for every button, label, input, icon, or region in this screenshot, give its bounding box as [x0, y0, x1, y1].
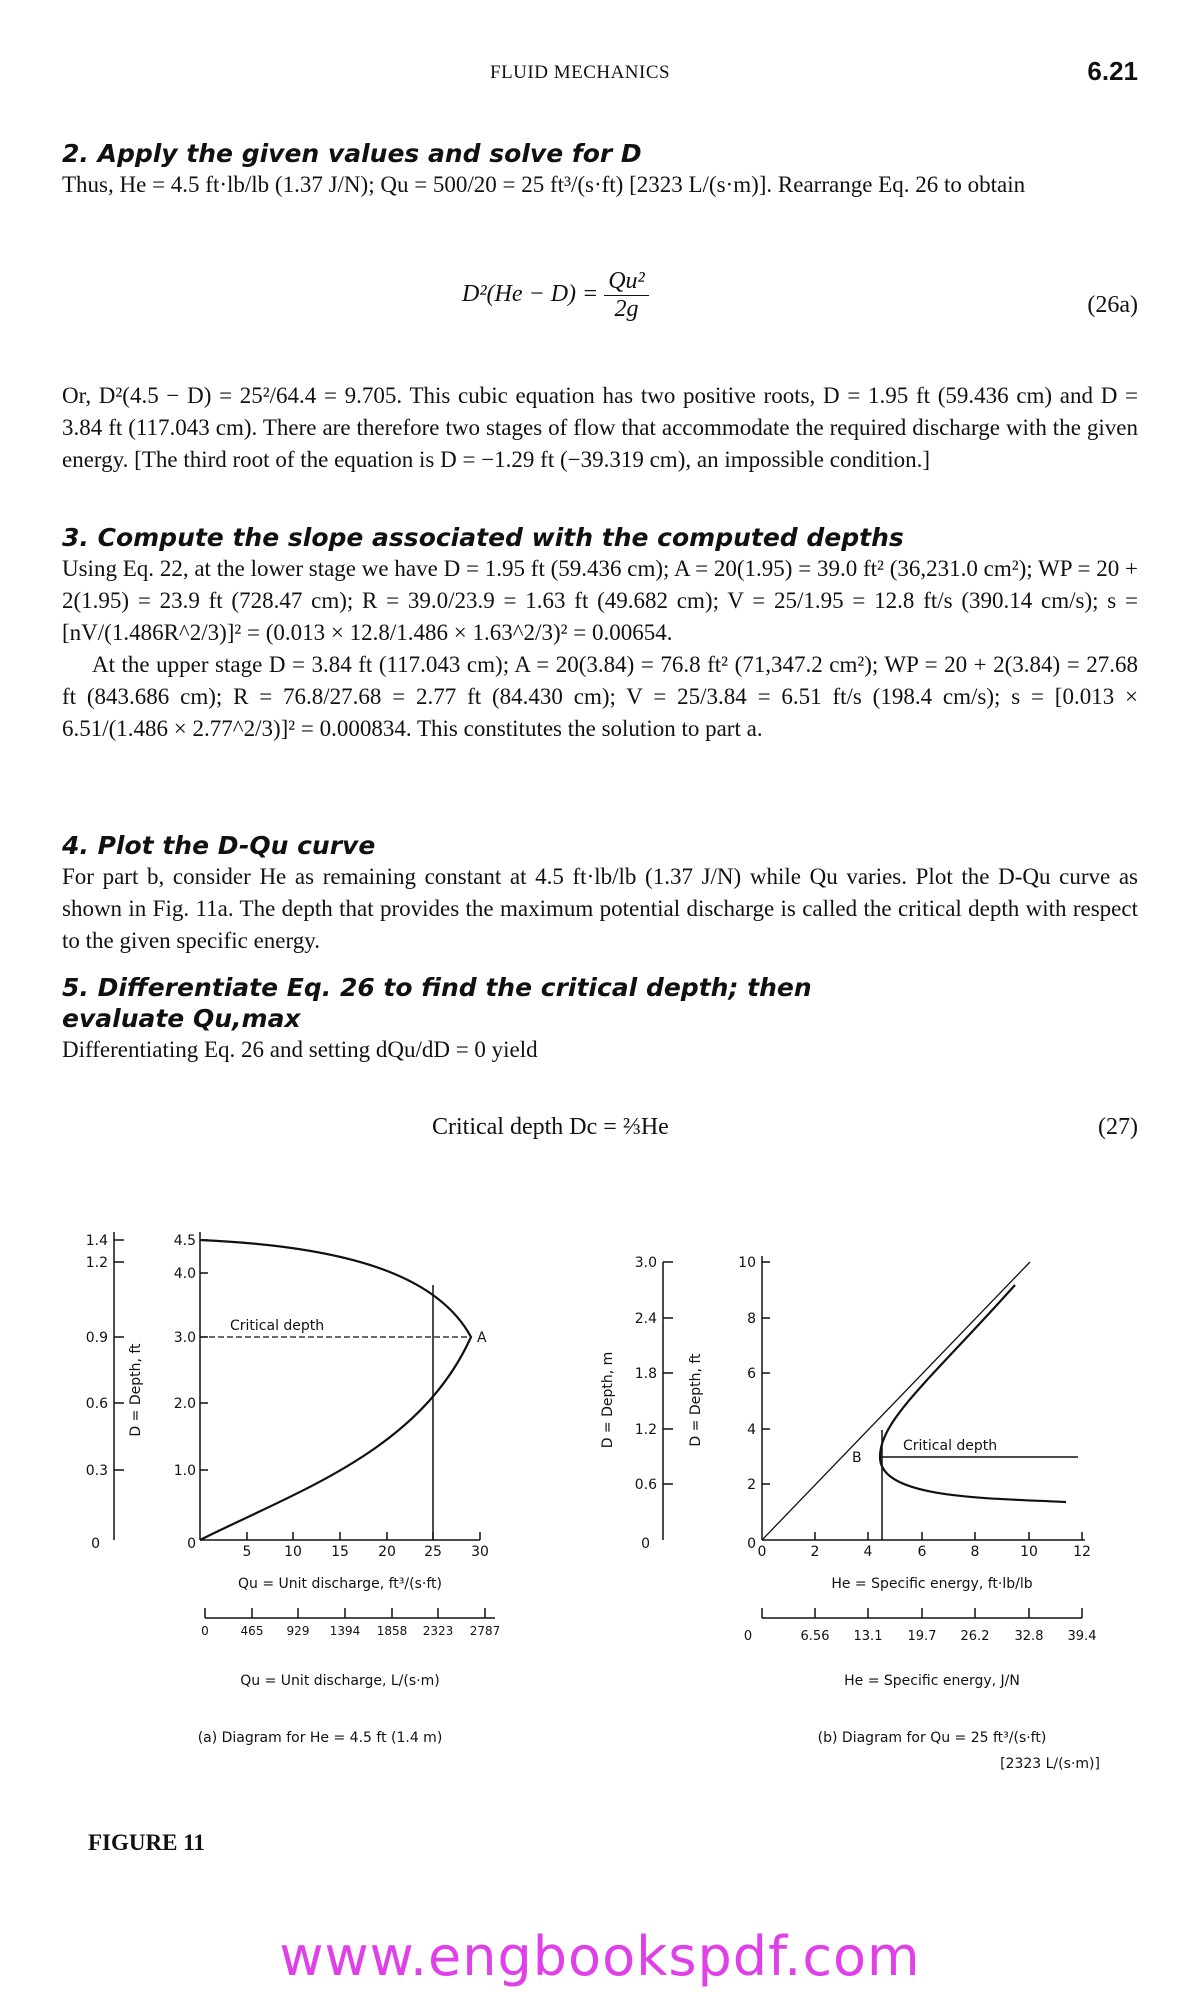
step4-section [62, 830, 1138, 957]
step4-heading: 4. Plot the D-Qu curve [62, 831, 376, 860]
fig-b-x-tick: 8 [970, 1544, 980, 1560]
figure-b [0, 1240, 1200, 1780]
fig-b-m-tick: 2.4 [634, 1311, 657, 1327]
step5-paragraph: Differentiating Eq. 26 and setting dQu/dD = 0 yield [62, 1037, 538, 1062]
fig-a-si-tick: 1394 [329, 1624, 361, 1638]
fig-a-x-tick: 10 [284, 1544, 302, 1560]
step2-heading: 2. Apply the given values and solve for D [62, 139, 642, 168]
fig-a-point-label: A [477, 1330, 487, 1346]
roots-paragraph: Or, D²(4.5 − D) = 25²/64.4 = 9.705. This cubic equation has two positive roots, D = 1.95 ft (59.436 cm) and D = 3.84 ft (117.043 cm). There are therefore two stages of flow that accommodate the required discharge with the given energy. [The third root of the equation is D = −1.29 ft (−39.319 cm), an impossible condition.] [62, 383, 1138, 472]
fig-b-si-tick: 19.7 [907, 1629, 937, 1644]
fig-a-outer-tick: 0.6 [85, 1396, 108, 1412]
fig-a-si-tick: 0 [201, 1624, 209, 1638]
fig-b-m-tick: 0.6 [634, 1477, 657, 1493]
fig-a-ft-tick: 2.0 [173, 1396, 196, 1412]
fig-b-m-tick: 1.2 [634, 1422, 657, 1438]
fig-b-ft-tick: 2 [747, 1477, 756, 1493]
fig-b-x-label: He = Specific energy, ft·lb/lb [831, 1576, 1033, 1592]
fig-b-m-tick: 1.8 [634, 1366, 657, 1382]
fig-b-si-tick: 0 [743, 1629, 753, 1644]
fig-a-si-tick: 465 [240, 1624, 264, 1638]
step3-paragraph-2: At the upper stage D = 3.84 ft (117.043 cm); A = 20(3.84) = 76.8 ft² (71,347.2 cm²); WP = 20 + 2(3.84) = 27.68 ft (843.686 cm); R = 76.8/27.68 = 2.77 ft (84.430 cm); V = 25/3.84 = 6.51 ft/s (198.4 cm/s); s = [0.013 × 6.51/(1.486 × 2.77^2/3)]² = 0.000834. This constitutes the solution to part a. [62, 652, 1138, 741]
fig-b-si-tick: 6.56 [800, 1629, 830, 1644]
fig-b-si-tick: 13.1 [853, 1629, 883, 1644]
fig-a-si-tick: 1858 [376, 1624, 408, 1638]
fig-b-point-label: B [852, 1450, 862, 1466]
watermark-link[interactable]: www.engbookspdf.com [279, 1925, 921, 1988]
page-header [0, 56, 1200, 92]
fig-b-ft-tick: 0 [747, 1536, 756, 1552]
running-title: FLUID MECHANICS [490, 62, 671, 83]
eq26a-number: (26a) [1087, 292, 1138, 318]
fig-a-x-tick: 30 [471, 1544, 489, 1560]
fig-a-annotation: Critical depth [230, 1318, 325, 1334]
fig-b-m-tick: 3.0 [634, 1255, 657, 1271]
eq26a-fraction [604, 268, 649, 323]
step3-section [62, 522, 1138, 745]
step5-section [62, 972, 1138, 1066]
fig-a-si-tick: 929 [286, 1624, 310, 1638]
fig-b-m-tick: 0 [641, 1536, 650, 1552]
fig-a-si-label: Qu = Unit discharge, L/(s·m) [240, 1673, 440, 1689]
fig-b-caption-line1: (b) Diagram for Qu = 25 ft³/(s·ft) [817, 1730, 1047, 1746]
eq27-number: (27) [1098, 1114, 1138, 1140]
fig-b-inner-axis-label: D = Depth, ft [688, 1353, 704, 1447]
fig-b-x-tick: 4 [863, 1544, 873, 1560]
eq27-text: Critical depth Dc = ⅔He [432, 1114, 669, 1140]
fig-b-si-label: He = Specific energy, J/N [844, 1673, 1020, 1689]
fig-a-si-tick: 2787 [469, 1624, 501, 1638]
fig-a-si-tick: 2323 [422, 1624, 454, 1638]
fig-b-x-tick: 0 [757, 1544, 767, 1560]
fig-b-caption-line2: [2323 L/(s·m)] [1000, 1756, 1100, 1772]
fig-a-ft-tick: 4.0 [173, 1266, 196, 1282]
step4-paragraph: For part b, consider He as remaining constant at 4.5 ft·lb/lb (1.37 J/N) while Qu varies. Plot the D-Qu curve as shown in Fig. 11a. The depth that provides the maximum potential discharge is called the critical depth with respect to the given specific energy. [62, 864, 1138, 953]
fig-a-outer-tick: 0 [91, 1536, 100, 1552]
fig-a-x-tick: 20 [378, 1544, 396, 1560]
step5-heading-line2: evaluate Qu,max [62, 1004, 301, 1033]
fig-b-ft-tick: 10 [738, 1255, 756, 1271]
eq26a-denominator: 2g [614, 296, 639, 322]
figure-label: FIGURE 11 [88, 1830, 205, 1855]
eq26a-numerator: Qu² [604, 268, 649, 296]
step5-heading-line1: 5. Differentiate Eq. 26 to find the critical depth; then [62, 973, 812, 1002]
fig-a-x-tick: 5 [242, 1544, 252, 1560]
fig-b-si-tick: 26.2 [960, 1629, 990, 1644]
fig-a-ft-tick: 1.0 [173, 1463, 196, 1479]
fig-b-x-tick: 10 [1020, 1544, 1038, 1560]
fig-a-x-label: Qu = Unit discharge, ft³/(s·ft) [238, 1576, 442, 1592]
roots-paragraph-block [62, 380, 1138, 476]
fig-a-outer-tick: 1.2 [85, 1255, 108, 1271]
fig-a-ft-tick: 3.0 [173, 1330, 196, 1346]
fig-b-annotation: Critical depth [903, 1438, 998, 1454]
fig-b-ft-tick: 8 [747, 1311, 756, 1327]
fig-a-axis-label: D = Depth, ft [128, 1343, 144, 1437]
page-number: 6.21 [1087, 56, 1138, 86]
step3-paragraph-1: Using Eq. 22, at the lower stage we have D = 1.95 ft (59.436 cm); A = 20(1.95) = 39.0 ft² (36,231.0 cm²); WP = 20 + 2(1.95) = 23.9 ft (728.47 cm); R = 39.0/23.9 = 1.63 ft (49.682 cm); V = 25/1.95 = 12.8 ft/s (390.14 cm/s); s = [nV/(1.486R^2/3)]² = (0.013 × 12.8/1.486 × 1.63^2/3)² = 0.00654. [62, 556, 1138, 645]
fig-a-outer-tick: 1.4 [85, 1233, 108, 1249]
fig-b-ft-tick: 4 [747, 1422, 756, 1438]
step3-heading: 3. Compute the slope associated with the computed depths [62, 523, 904, 552]
step2-section [62, 138, 1138, 201]
fig-a-outer-tick: 0.3 [85, 1463, 108, 1479]
fig-b-x-tick: 6 [917, 1544, 927, 1560]
fig-b-outer-axis-label: D = Depth, m [600, 1351, 616, 1449]
fig-a-caption: (a) Diagram for He = 4.5 ft (1.4 m) [197, 1730, 443, 1746]
fig-b-si-tick: 39.4 [1067, 1629, 1097, 1644]
fig-a-outer-tick: 0.9 [85, 1330, 108, 1346]
fig-b-ft-tick: 6 [747, 1366, 756, 1382]
fig-a-ft-tick: 0 [187, 1536, 196, 1552]
fig-b-he-d-curve [880, 1285, 1066, 1502]
fig-b-x-tick: 12 [1073, 1544, 1091, 1560]
fig-b-x-tick: 2 [810, 1544, 820, 1560]
fig-a-x-tick: 15 [331, 1544, 349, 1560]
step2-paragraph: Thus, He = 4.5 ft·lb/lb (1.37 J/N); Qu = 500/20 = 25 ft³/(s·ft) [2323 L/(s·m)]. Rearrange Eq. 26 to obtain [62, 172, 1026, 197]
fig-a-x-tick: 25 [424, 1544, 442, 1560]
eq26a-lhs: D²(He − D) = [462, 281, 599, 308]
fig-a-ft-tick: 4.5 [173, 1233, 196, 1249]
fig-b-si-tick: 32.8 [1014, 1629, 1044, 1644]
